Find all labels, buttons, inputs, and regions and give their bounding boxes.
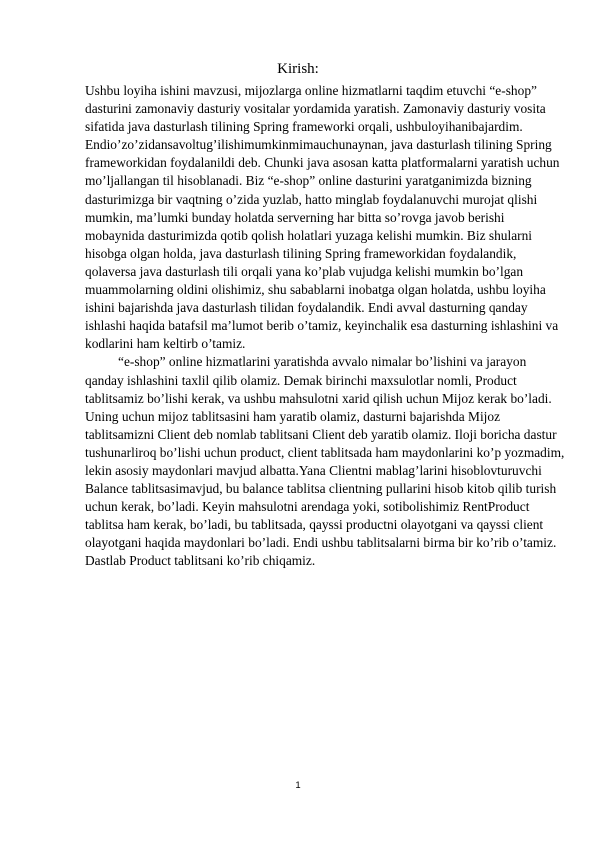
page-title: Kirish: <box>277 61 319 77</box>
paragraph-intro: Ushbu loyiha ishini mavzusi, mijozlarga online hizmatlarni taqdim etuvchi “e-shop” dasturini zamonaviy dasturiy vositalar yordamida yaratish. Zamonaviy dasturiy vosita sifatida java dasturlash tilining Spring frameworki orqali, ushbuloyihanibajardim. Endio’zo’zidansavoltug’ilishimumkinmimauchunaynan, java dasturlash tilining Spring frameworkidan foydalanildi deb. Chunki java asosan katta platformalarni yaratish uchun mo’ljallangan til hisoblanadi. Biz “e-shop” online dasturini yaratganimizda bizning dasturimizga bir vaqtning o’zida yuzlab, hatto minglab foydalanuvchi murojat qlishi mumkin, ma’lumki bunday holatda serverning har bitta so’rovga javob berishi mobaynida dasturimizda qotib qolish holatlari yuzaga kelishi mumkin. Biz shularni hisobga olgan holda, java dasturlash tilining Spring frameworkidan foydalandik, qolaversa java dasturlash tili orqali yana ko’plab vujudga kelishi mumkin bo’lgan muammolarning oldini olishimiz, shu sabablarni inobatga olgan holatda, ushbu loyiha ishini bajarishda java dasturlash tilidan foydalandik. Endi avval dasturning qanday ishlashi haqida batafsil ma’lumot berib o’tamiz, keyinchalik esa dasturning ishlashini va kodlarini ham keltirb o’tamiz. <box>85 83 560 352</box>
page-number: 1 <box>295 780 301 791</box>
body-text <box>85 82 565 571</box>
paragraph-tables: “e-shop” online hizmatlarini yaratishda avvalo nimalar bo’lishini va jarayon qanday ishlashini taxlil qilib olamiz. Demak birinchi maxsulotlar nomli, Product tablitsamiz bo’lishi kerak, va ushbu mahsulotni xarid qilish uchun Mijoz kerak bo’ladi. Uning uchun mijoz tablitsasini ham yaratib olamiz, dasturni bajarishda Mijoz tablitsamizni Client deb nomlab tablitsani Client deb yaratib olamiz. Iloji boricha dastur tushunarliroq bo’lishi uchun product, client tablitsada ham maydonlarini ko’p yozmadim, lekin asosiy maydonlari mavjud albatta.Yana Clientni mablag’larini hisoblovturuvchi Balance tablitsasimavjud, bu balance tablitsa clientning pullarini hisob kitob qilib turish uchun kerak, bo’ladi. Keyin mahsulotni arendaga yoki, sotibolishimiz RentProduct tablitsa ham kerak, bo’ladi, bu tablitsada, qayssi productni olayotgani va qayssi client olayotgani haqida maydonlari bo’ladi. Endi ushbu tablitsalarni birma bir ko’rib o’tamiz. Dastlab Product tablitsani ko’rib chiqamiz. <box>85 354 565 569</box>
